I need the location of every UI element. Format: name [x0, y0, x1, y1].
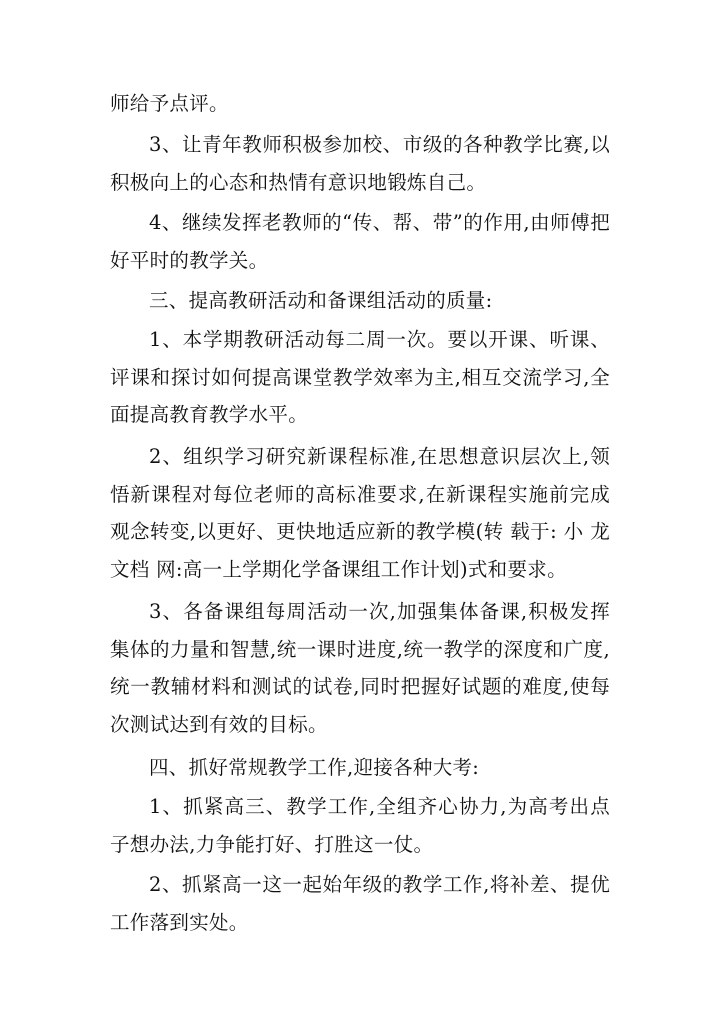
paragraph-item-1b: 1、抓紧高三、教学工作,全组齐心协力,为高考出点子想办法,力争能打好、打胜这一仗。	[110, 795, 610, 856]
paragraph-continuation: 师给予点评。	[110, 92, 229, 115]
paragraph-item-4: 4、继续发挥老教师的“传、帮、带”的作用,由师傅把好平时的教学关。	[110, 211, 610, 272]
paragraph-item-3: 3、让青年教师积极参加校、市级的各种教学比赛,以积极向上的心态和热情有意识地锻炼自己。	[110, 133, 610, 194]
section-heading-3: 三、提高教研活动和备课组活动的质量:	[149, 289, 493, 312]
paragraph-item-2: 2、组织学习研究新课程标准,在思想意识层次上,领悟新课程对每位老师的高标准要求,在新课程实施前完成观念转变,以更好、更快地适应新的教学模(转 载于: 小 龙 文档 网:高一上学期化学备课组工作计划)式和要求。	[110, 445, 610, 581]
section-heading-4: 四、抓好常规教学工作,迎接各种大考:	[149, 756, 480, 779]
paragraph-item-2b: 2、抓紧高一这一起始年级的教学工作,将补差、提优工作落到实处。	[110, 873, 610, 934]
paragraph-item-1: 1、本学期教研活动每二周一次。要以开课、听课、评课和探讨如何提高课堂教学效率为主,相互交流学习,全面提高教育教学水平。	[110, 328, 610, 426]
paragraph-item-3b: 3、各备课组每周活动一次,加强集体备课,积极发挥集体的力量和智慧,统一课时进度,统一教学的深度和广度,统一教辅材料和测试的试卷,同时把握好试题的难度,使每次测试达到有效的目标。	[110, 600, 610, 736]
